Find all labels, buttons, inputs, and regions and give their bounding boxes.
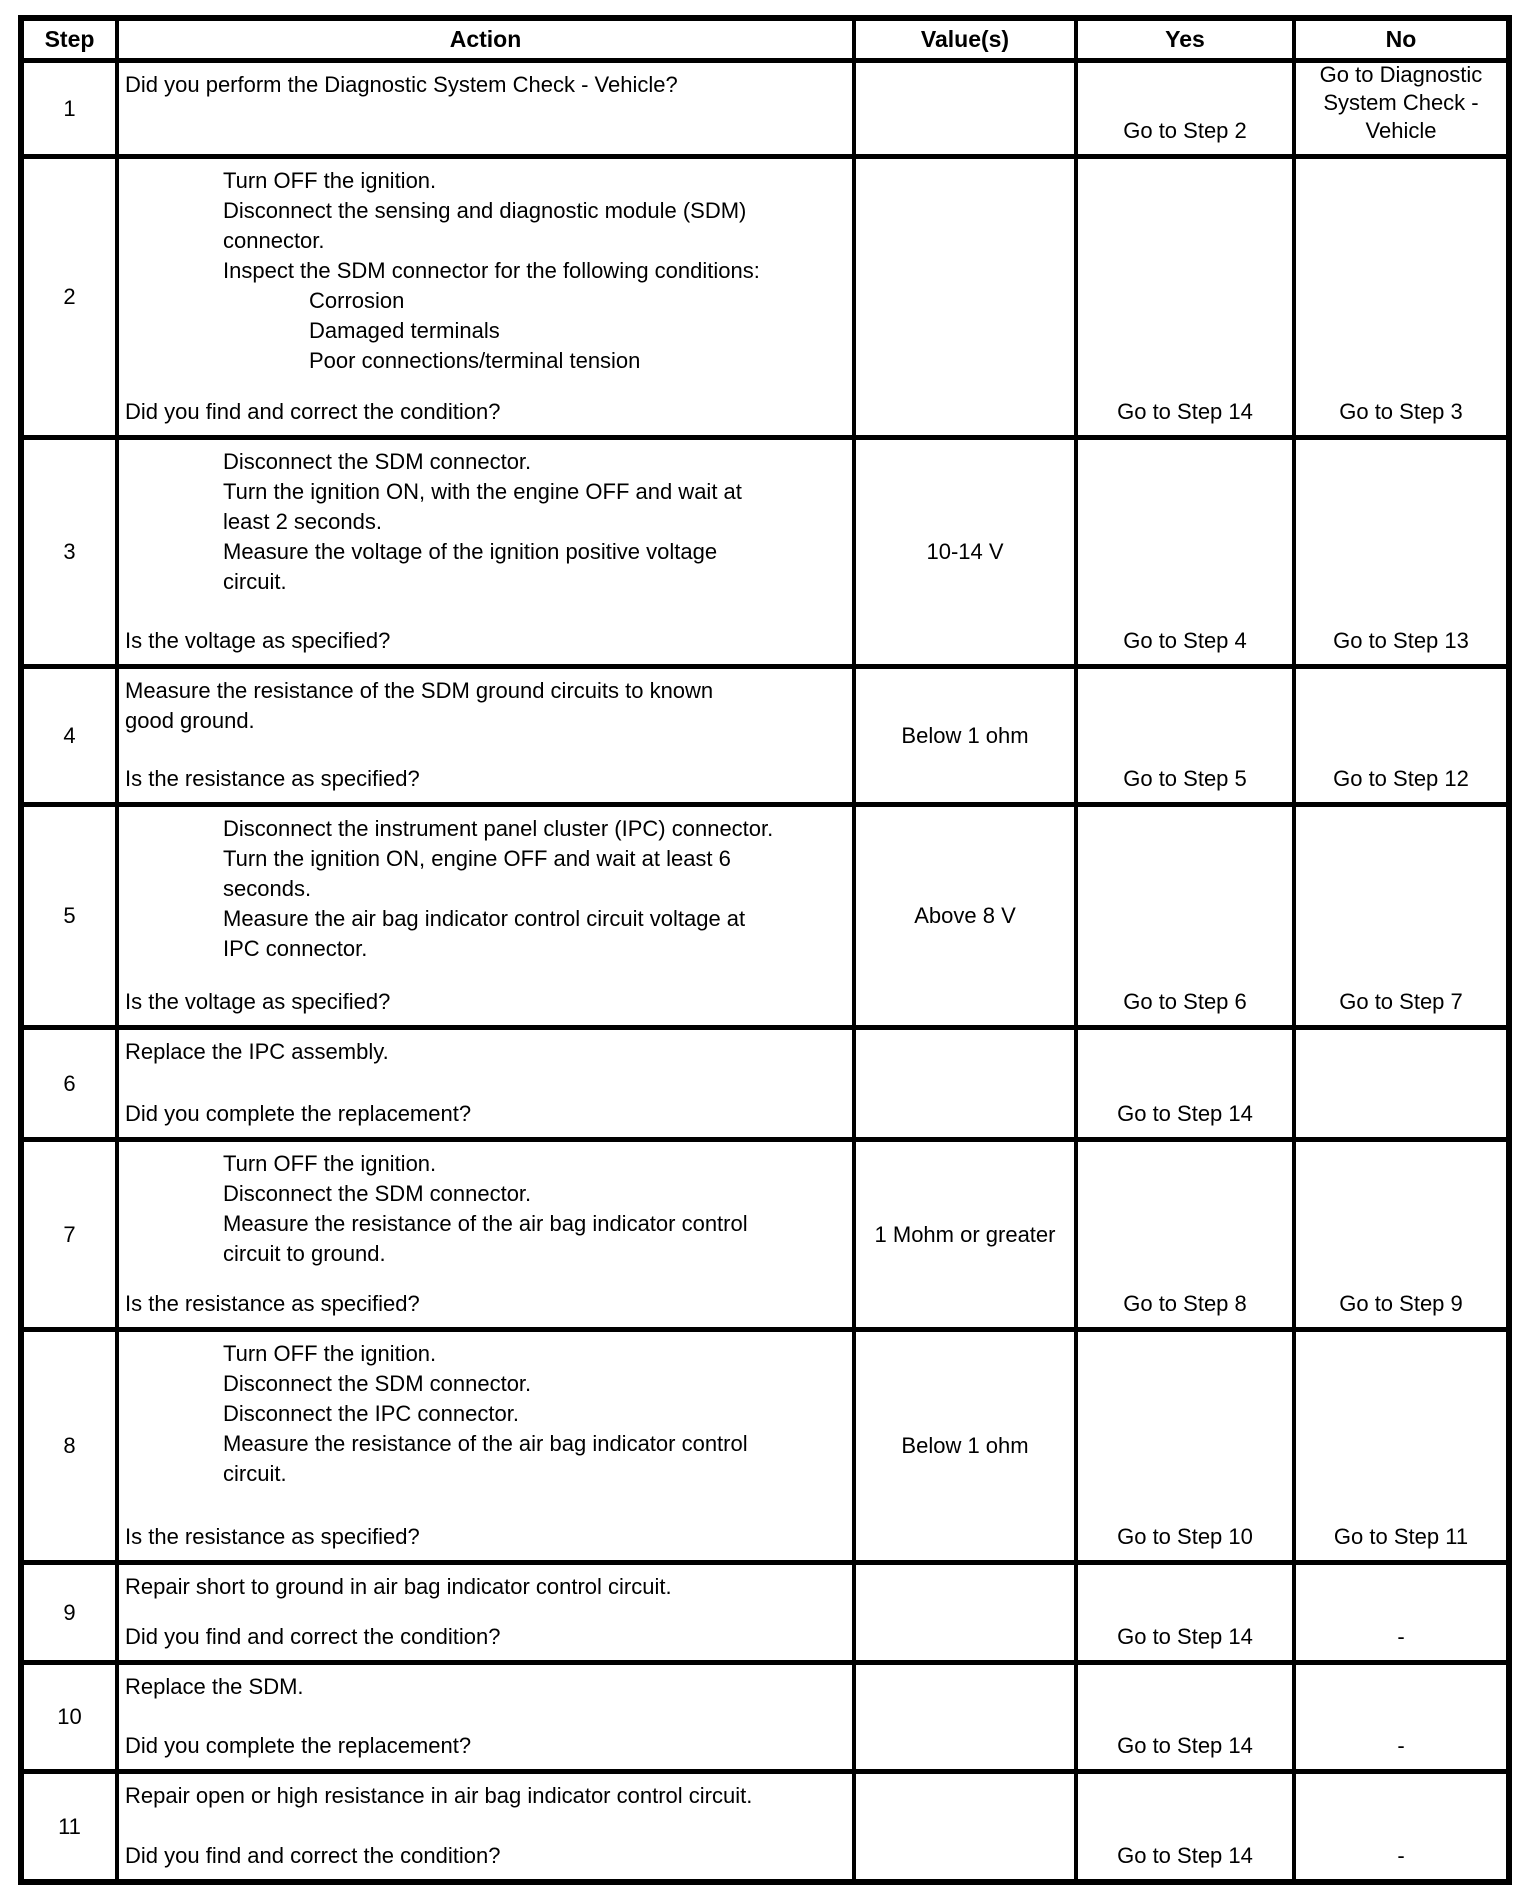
table-row: [24, 1025, 1506, 1137]
table-row: [24, 1327, 1506, 1560]
no-cell: -: [1397, 1733, 1405, 1758]
action-line: Repair short to ground in air bag indicator control circuit.: [125, 1574, 672, 1599]
action-line: Disconnect the SDM connector.: [223, 449, 532, 474]
table-row: [24, 1137, 1506, 1327]
question-line: Did you find and correct the condition?: [125, 1624, 501, 1649]
no-cell: -: [1397, 1843, 1405, 1868]
yes-cell: Go to Step 14: [1078, 159, 1296, 435]
value-cell: Below 1 ohm: [856, 669, 1078, 802]
no-cell: Go to Step 9: [1339, 1291, 1463, 1316]
question-line: Did you find and correct the condition?: [125, 1843, 501, 1868]
action-line: IPC connector.: [223, 936, 368, 961]
step-cell: 4: [24, 669, 119, 802]
question-line: Did you complete the replacement?: [125, 1733, 472, 1758]
action-line: Disconnect the instrument panel cluster (IPC) connector.: [223, 816, 774, 841]
action-line: Measure the air bag indicator control circuit voltage at: [223, 906, 746, 931]
col-header-yes: Yes: [1078, 21, 1296, 58]
action-line: Did you perform the Diagnostic System Check - Vehicle?: [125, 72, 678, 97]
yes-cell: Go to Step 14: [1078, 1665, 1296, 1769]
no-cell: -: [1397, 1624, 1405, 1649]
action-line: Turn OFF the ignition.: [223, 168, 437, 193]
action-line: Disconnect the sensing and diagnostic module (SDM): [223, 198, 747, 223]
question-line: Is the resistance as specified?: [125, 1291, 420, 1316]
no-cell: Go to Step 11: [1333, 1524, 1469, 1549]
action-line: connector.: [223, 228, 325, 253]
yes-cell: Go to Step 4: [1078, 440, 1296, 664]
table-row: [24, 58, 1506, 154]
step-cell: 1: [24, 63, 119, 154]
step-cell: 6: [24, 1030, 119, 1137]
value-cell: [856, 159, 1078, 435]
yes-cell: Go to Step 10: [1078, 1332, 1296, 1560]
no-cell: Go to Step 12: [1333, 766, 1469, 791]
action-line: Disconnect the IPC connector.: [223, 1401, 519, 1426]
step-cell: 7: [24, 1142, 119, 1327]
table-row: [24, 435, 1506, 664]
action-cell: [119, 63, 856, 154]
action-cell: [119, 1332, 856, 1560]
action-cell: [119, 1665, 856, 1769]
table-row: [24, 1769, 1506, 1879]
action-line: Measure the resistance of the air bag indicator control: [223, 1431, 748, 1456]
step-cell: 5: [24, 807, 119, 1025]
yes-cell: Go to Step 8: [1078, 1142, 1296, 1327]
value-cell: Below 1 ohm: [856, 1332, 1078, 1560]
action-line: Poor connections/terminal tension: [309, 348, 641, 373]
table-body: [24, 58, 1506, 1879]
action-line: Turn OFF the ignition.: [223, 1341, 437, 1366]
yes-cell: Go to Step 5: [1078, 669, 1296, 802]
value-cell: 1 Mohm or greater: [856, 1142, 1078, 1327]
action-line: circuit.: [223, 1461, 287, 1486]
no-cell: Go to Diagnostic System Check - Vehicle: [1319, 63, 1483, 143]
action-line: Measure the resistance of the air bag indicator control: [223, 1211, 748, 1236]
step-cell: 9: [24, 1565, 119, 1660]
action-line: Turn OFF the ignition.: [223, 1151, 437, 1176]
action-cell: [119, 1774, 856, 1879]
col-header-no: No: [1385, 26, 1417, 52]
action-line: Turn the ignition ON, engine OFF and wait at least 6: [223, 846, 731, 871]
action-line: Replace the IPC assembly.: [125, 1039, 389, 1064]
value-cell: [856, 63, 1078, 154]
action-line: Inspect the SDM connector for the following conditions:: [223, 258, 760, 283]
value-cell: [856, 1774, 1078, 1879]
action-line: circuit to ground.: [223, 1241, 386, 1266]
action-cell: [119, 159, 856, 435]
action-line: Corrosion: [309, 288, 405, 313]
value-cell: [856, 1665, 1078, 1769]
question-line: Is the voltage as specified?: [125, 628, 391, 653]
no-cell: Go to Step 7: [1339, 989, 1463, 1014]
no-cell: Go to Step 13: [1333, 628, 1469, 653]
yes-cell: Go to Step 14: [1078, 1030, 1296, 1137]
action-line: Measure the resistance of the SDM ground circuits to known: [125, 678, 714, 703]
question-line: Is the voltage as specified?: [125, 989, 391, 1014]
action-cell: [119, 440, 856, 664]
table-row: [24, 664, 1506, 802]
action-cell: [119, 1142, 856, 1327]
col-header-step: Step: [24, 21, 119, 58]
yes-cell: Go to Step 2: [1078, 63, 1296, 154]
col-header-values: Value(s): [856, 21, 1078, 58]
question-line: Is the resistance as specified?: [125, 766, 420, 791]
no-cell: [1296, 1030, 1506, 1137]
action-cell: [119, 669, 856, 802]
action-line: Replace the SDM.: [125, 1674, 304, 1699]
action-line: Measure the voltage of the ignition positive voltage: [223, 539, 718, 564]
value-cell: [856, 1565, 1078, 1660]
action-line: good ground.: [125, 708, 255, 733]
action-line: Disconnect the SDM connector.: [223, 1371, 532, 1396]
action-line: Disconnect the SDM connector.: [223, 1181, 532, 1206]
value-cell: 10-14 V: [856, 440, 1078, 664]
question-line: Is the resistance as specified?: [125, 1524, 420, 1549]
action-line: circuit.: [223, 569, 287, 594]
step-cell: 11: [24, 1774, 119, 1879]
action-line: Damaged terminals: [309, 318, 500, 343]
action-line: Repair open or high resistance in air bag indicator control circuit.: [125, 1783, 753, 1808]
step-cell: 10: [24, 1665, 119, 1769]
table-row: [24, 1660, 1506, 1769]
step-cell: 8: [24, 1332, 119, 1560]
action-cell: [119, 807, 856, 1025]
diagnostic-table: [18, 15, 1512, 1885]
step-cell: 2: [24, 159, 119, 435]
step-cell: 3: [24, 440, 119, 664]
no-cell: Go to Step 3: [1339, 399, 1463, 424]
action-line: least 2 seconds.: [223, 509, 382, 534]
yes-cell: Go to Step 14: [1078, 1774, 1296, 1879]
action-line: seconds.: [223, 876, 312, 901]
table-row: [24, 154, 1506, 435]
table-row: [24, 802, 1506, 1025]
yes-cell: Go to Step 6: [1078, 807, 1296, 1025]
action-cell: [119, 1030, 856, 1137]
question-line: Did you find and correct the condition?: [125, 399, 501, 424]
col-header-action: Action: [119, 21, 856, 58]
value-cell: [856, 1030, 1078, 1137]
value-cell: Above 8 V: [856, 807, 1078, 1025]
action-line: Turn the ignition ON, with the engine OFF and wait at: [223, 479, 742, 504]
action-cell: [119, 1565, 856, 1660]
yes-cell: Go to Step 14: [1078, 1565, 1296, 1660]
question-line: Did you complete the replacement?: [125, 1101, 472, 1126]
table-header-row: [24, 21, 1506, 58]
table-row: [24, 1560, 1506, 1660]
